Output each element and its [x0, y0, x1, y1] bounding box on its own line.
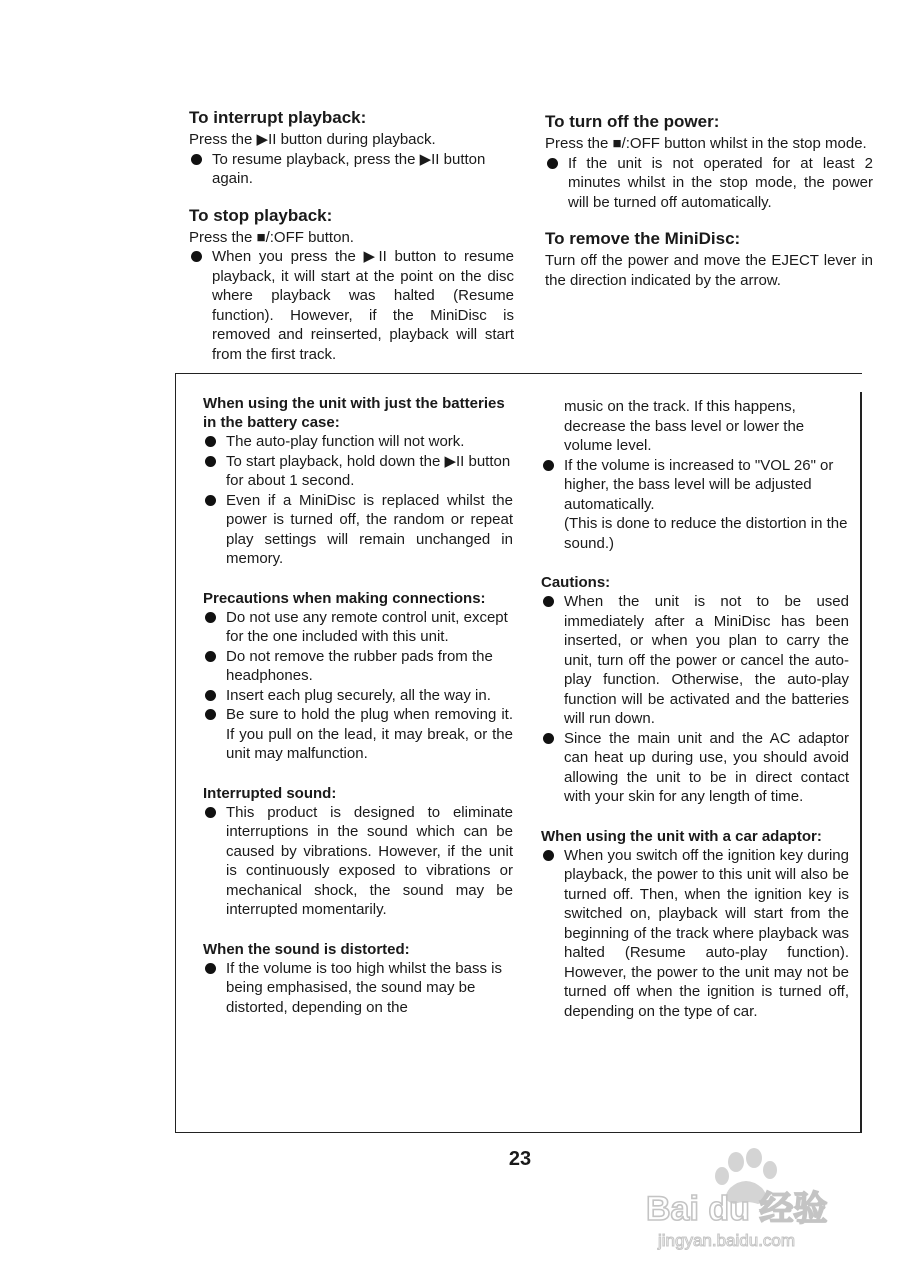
power-off-bullet: If the unit is not operated for at least 2 minutes whilst in the stop mode, the power will be turned off automatically.: [545, 154, 873, 213]
cautions-bullet-1: When the unit is not to be used immediately after a MiniDisc has been inserted, or when you plan to carry the unit, turn off the power or cancel the auto-play function. Otherwise, the auto-play function will be activated and the batteries will run down.: [541, 592, 849, 729]
remove-section: [545, 229, 873, 290]
box-right-column: [541, 397, 849, 1021]
vol-note: (This is done to reduce the distortion in the sound.): [564, 515, 848, 552]
precautions-bullet-3: Insert each plug securely, all the way in.: [203, 686, 513, 706]
interrupted-heading: Interrupted sound:: [203, 784, 337, 802]
interrupted-section: [203, 784, 513, 920]
baidu-watermark: [640, 1148, 850, 1258]
interrupt-intro: Press the ▶II button during playback.: [189, 131, 436, 148]
car-bullet: When you switch off the ignition key during playback, the power to this unit will also be turned off. Then, when the ignition key is switched on, playback will start from the beginning of the track where playback was halted (Resume auto-play function). However, the power to the unit may not be turned off when the ignition is turned off, depending on the type of car.: [541, 846, 849, 1022]
precautions-bullet-4: Be sure to hold the plug when removing it. If you pull on the lead, it may break, or the unit may malfunction.: [203, 705, 513, 764]
vol-bullet: If the volume is increased to "VOL 26" or higher, the bass level will be adjusted automatically.: [541, 456, 849, 515]
cautions-bullet-2: Since the main unit and the AC adaptor can heat up during use, you should avoid allowing the unit to be in direct contact with your skin for any length of time.: [541, 729, 849, 807]
batteries-bullet-2: To start playback, hold down the ▶II button for about 1 second.: [203, 452, 513, 491]
power-off-section: [545, 112, 873, 212]
stop-section: [189, 206, 514, 365]
watermark-brand: Bai du 经验: [646, 1190, 828, 1228]
stop-heading: To stop playback:: [189, 205, 333, 225]
batteries-section: [203, 394, 513, 569]
distorted-bullet: If the volume is too high whilst the bass is being emphasised, the sound may be distorted, depending on the: [203, 959, 513, 1018]
interrupt-section: [189, 108, 514, 189]
car-section: [541, 827, 849, 1022]
car-heading: When using the unit with a car adaptor:: [541, 827, 822, 845]
batteries-bullet-3: Even if a MiniDisc is replaced whilst the power is turned off, the random or repeat play settings will remain unchanged in memory.: [203, 491, 513, 569]
power-off-heading: To turn off the power:: [545, 112, 720, 131]
stop-intro: Press the ■/:OFF button.: [189, 228, 354, 246]
top-left-column: [189, 108, 514, 364]
page-number: 23: [508, 1148, 532, 1170]
batteries-bullet-1: The auto-play function will not work.: [203, 432, 513, 452]
distorted-section: [203, 940, 513, 1018]
precautions-bullet-1: Do not use any remote control unit, except for the one included with this unit.: [203, 608, 513, 647]
distorted-continued: music on the track. If this happens, decrease the bass level or lower the volume level.: [564, 398, 805, 454]
paw-logo-icon: [640, 1148, 850, 1258]
remove-heading: To remove the MiniDisc:: [545, 229, 741, 248]
distorted-heading: When the sound is distorted:: [203, 940, 410, 958]
precautions-heading: Precautions when making connections:: [203, 589, 486, 607]
notes-box-right-border: [860, 392, 862, 1132]
stop-bullet: When you press the ▶II button to resume playback, it will start at the point on the disc where playback was halted (Resume function). However, if the MiniDisc is removed and reinserted, playback will start from the first track.: [189, 247, 514, 364]
watermark-url: jingyan.baidu.com: [658, 1231, 796, 1250]
interrupted-bullet: This product is designed to eliminate interruptions in the sound which can be caused by vibrations. However, if the unit is continuously exposed to vibrations or mechanical shock, the sound may be interrupted momentarily.: [203, 803, 513, 920]
box-left-column: [203, 394, 513, 1017]
cautions-heading: Cautions:: [541, 574, 611, 591]
precautions-bullet-2: Do not remove the rubber pads from the headphones.: [203, 647, 513, 686]
remove-text: Turn off the power and move the EJECT lever in the direction indicated by the arrow.: [545, 252, 873, 289]
top-right-column: [545, 112, 873, 290]
power-off-intro: Press the ■/:OFF button whilst in the stop mode.: [545, 135, 867, 152]
cautions-section: [541, 573, 849, 807]
precautions-section: [203, 589, 513, 764]
interrupt-heading: To interrupt playback:: [189, 108, 367, 127]
interrupt-bullet: To resume playback, press the ▶II button again.: [189, 150, 514, 189]
batteries-heading: When using the unit with just the batteries in the battery case:: [203, 395, 505, 431]
